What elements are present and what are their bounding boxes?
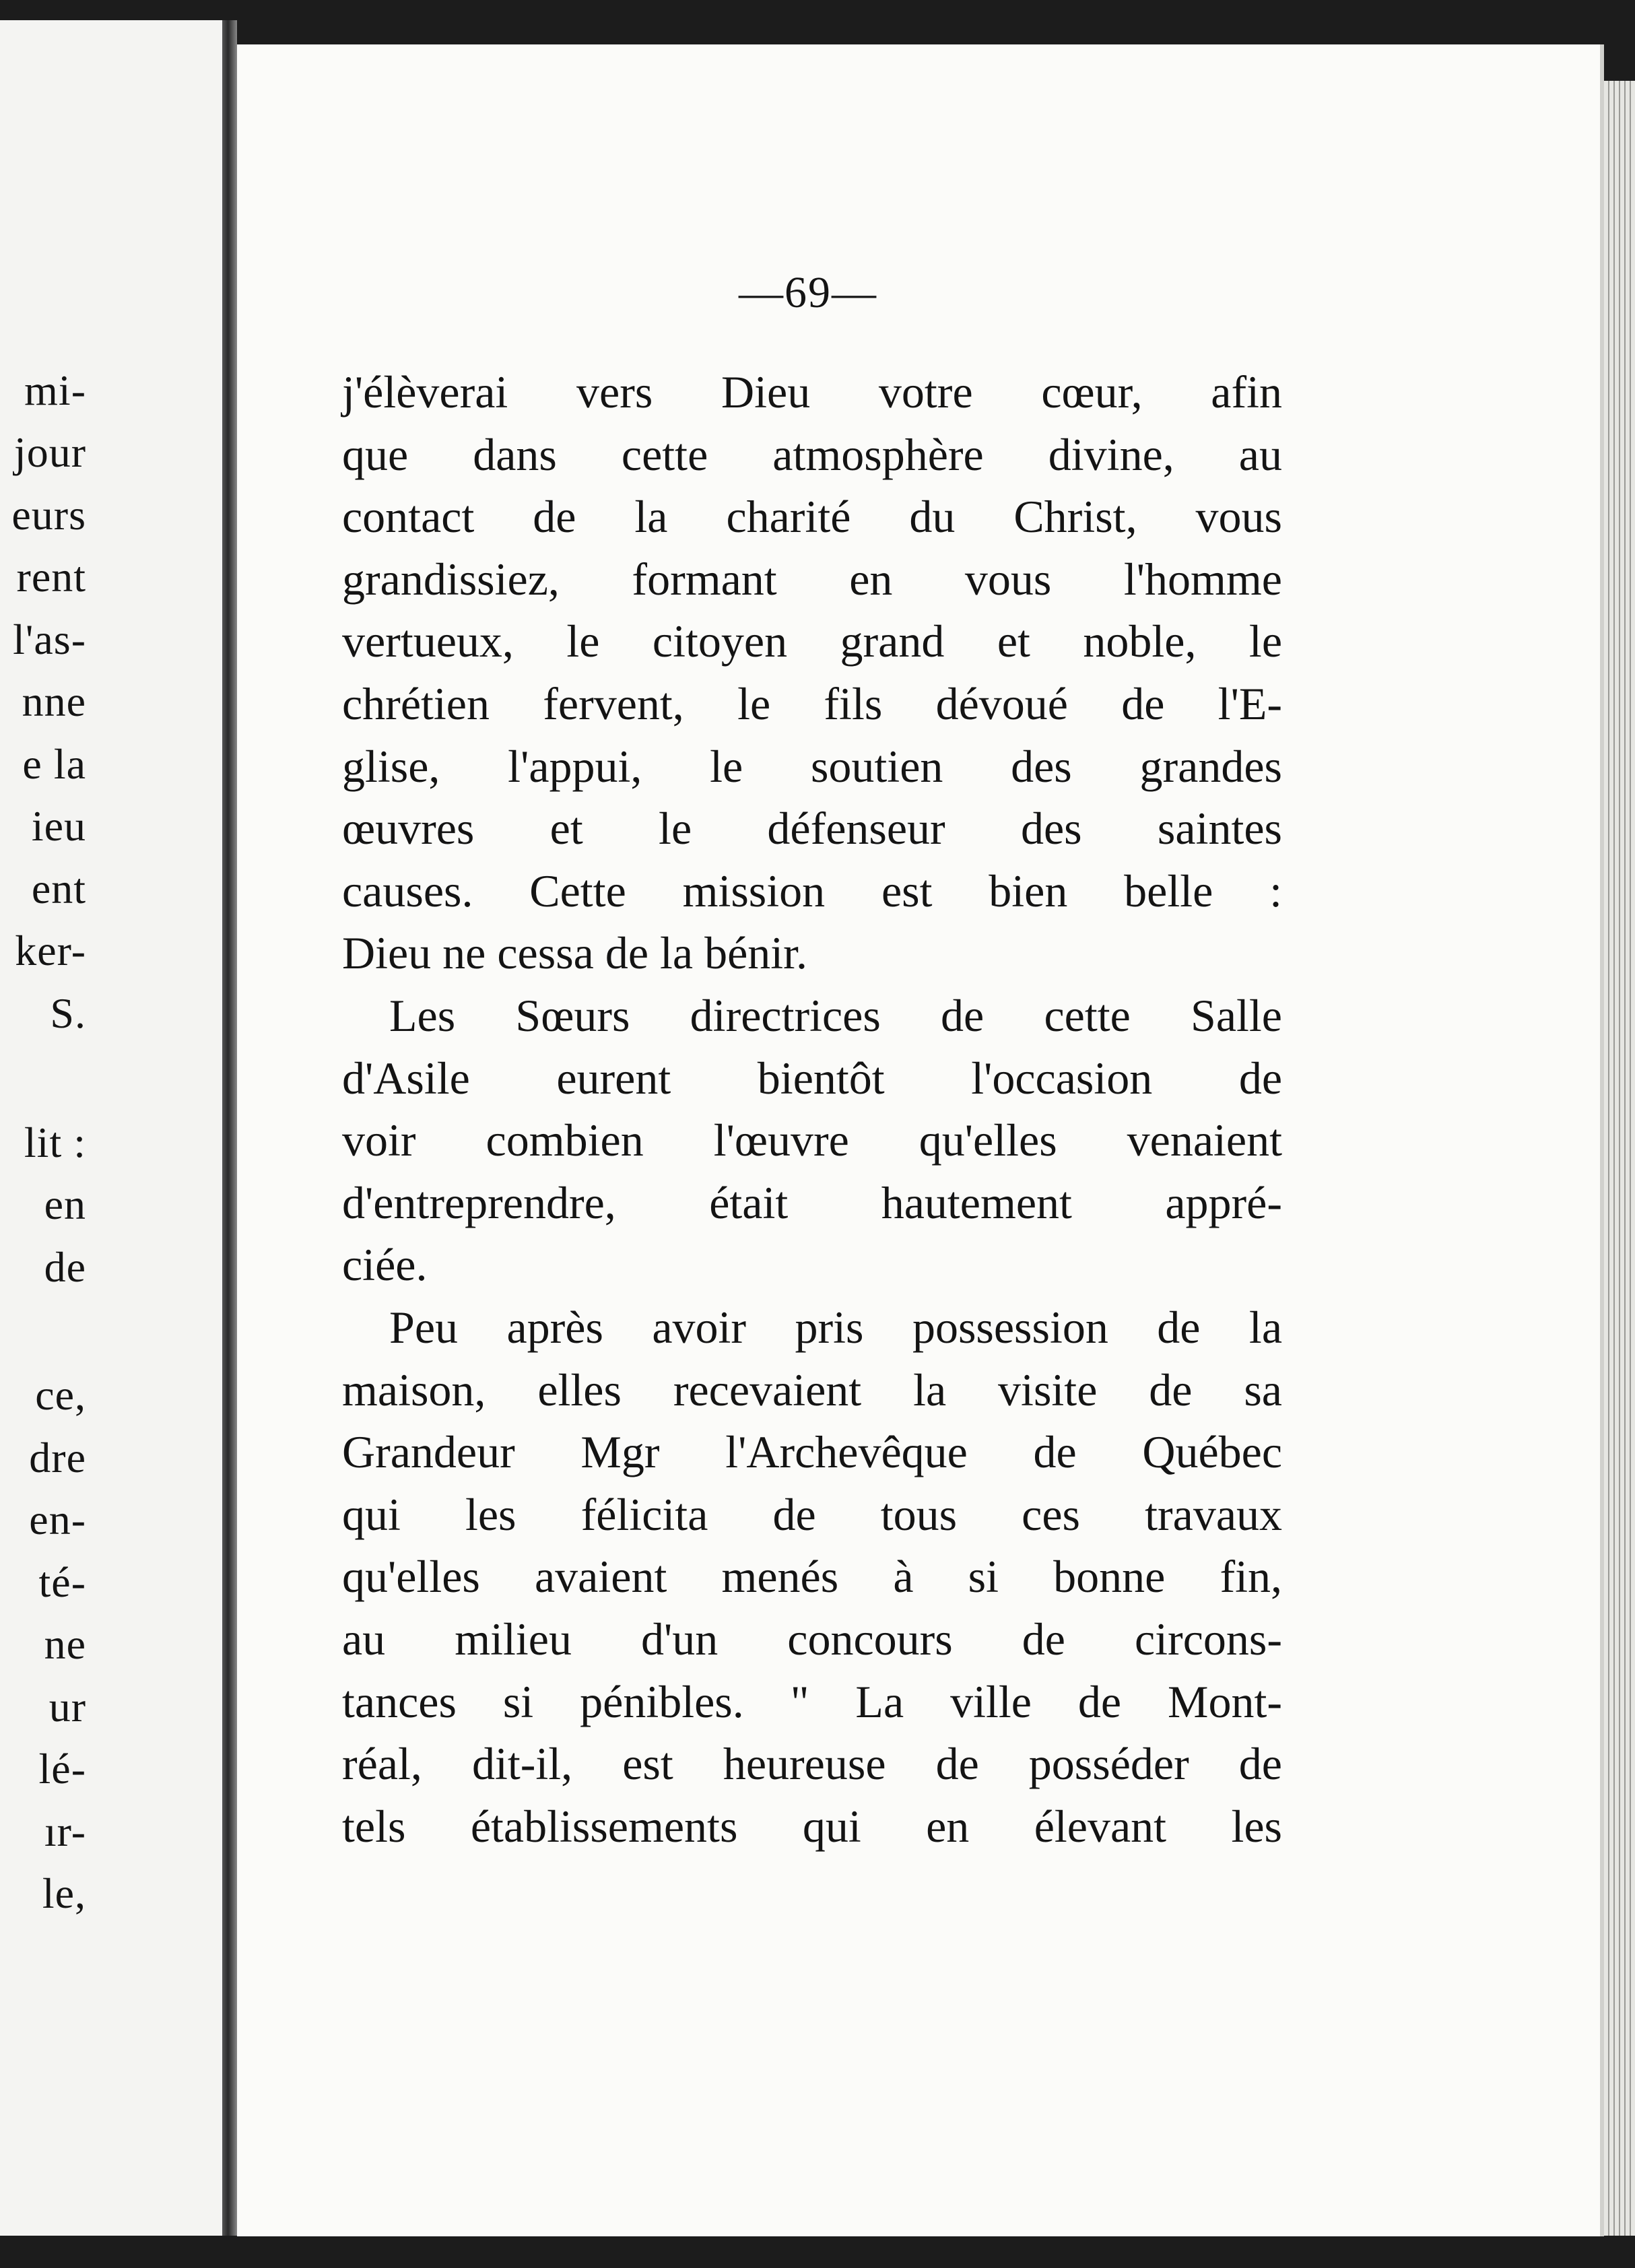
text-line: j'élèverai vers Dieu votre cœur, afin xyxy=(342,366,1282,418)
text-line: qui les félicita de tous ces travaux xyxy=(342,1489,1282,1540)
previous-page-line: ur xyxy=(48,1683,86,1731)
previous-page-line: nne xyxy=(22,677,86,725)
previous-page-line: dre xyxy=(29,1434,86,1481)
text-line: glise, l'appui, le soutien des grandes xyxy=(342,741,1282,792)
text-line: voir combien l'œuvre qu'elles venaient xyxy=(342,1114,1282,1166)
previous-page-line: l'as- xyxy=(13,615,86,663)
previous-page-line: ieu xyxy=(31,802,86,850)
previous-page-line: ne xyxy=(44,1620,86,1668)
paragraph-first-line: Peu après avoir pris possession de la xyxy=(389,1302,1282,1353)
text-line: Dieu ne cessa de la bénir. xyxy=(342,927,808,978)
previous-page-line: jour xyxy=(13,428,86,476)
text-line: ciée. xyxy=(342,1239,428,1290)
paragraph-first-line: Les Sœurs directrices de cette Salle xyxy=(389,990,1282,1041)
previous-page-line: ce, xyxy=(35,1371,86,1419)
previous-page-line: mi- xyxy=(24,366,86,414)
text-line: réal, dit-il, est heureuse de posséder de xyxy=(342,1738,1282,1789)
text-line: au milieu d'un concours de circons- xyxy=(342,1613,1282,1665)
text-line: contact de la charité du Christ, vous xyxy=(342,491,1282,542)
book-gutter xyxy=(222,20,237,2236)
text-line: œuvres et le défenseur des saintes xyxy=(342,803,1282,854)
text-line: qu'elles avaient menés à si bonne fin, xyxy=(342,1551,1282,1602)
page-edges xyxy=(1604,81,1635,2236)
previous-page-line: lit : xyxy=(24,1119,86,1166)
text-line: causes. Cette mission est bien belle : xyxy=(342,865,1282,916)
page-number: —69— xyxy=(739,268,877,317)
text-line: que dans cette atmosphère divine, au xyxy=(342,429,1282,480)
previous-page-line: té- xyxy=(38,1558,86,1606)
text-line: vertueux, le citoyen grand et noble, le xyxy=(342,615,1282,667)
text-line: Grandeur Mgr l'Archevêque de Québec xyxy=(342,1426,1282,1477)
previous-page-line: lé- xyxy=(38,1745,86,1793)
previous-page-line: S. xyxy=(50,989,86,1037)
previous-page-line: de xyxy=(44,1243,86,1291)
previous-page-line: en xyxy=(44,1180,86,1228)
previous-page-line: ent xyxy=(31,865,86,912)
text-line: maison, elles recevaient la visite de sa xyxy=(342,1364,1282,1415)
previous-page-line: ır- xyxy=(44,1807,86,1855)
text-line: tances si pénibles. " La ville de Mont- xyxy=(342,1676,1282,1727)
previous-page-line: en- xyxy=(29,1496,86,1543)
previous-page-line: rent xyxy=(16,553,86,601)
text-line: grandissiez, formant en vous l'homme xyxy=(342,554,1282,605)
previous-page-line: e la xyxy=(22,740,86,788)
previous-page xyxy=(0,20,222,2236)
text-line: d'Asile eurent bientôt l'occasion de xyxy=(342,1053,1282,1104)
text-line: tels établissements qui en élevant les xyxy=(342,1801,1282,1852)
previous-page-line: eurs xyxy=(11,491,86,539)
text-line: chrétien fervent, le fils dévoué de l'E- xyxy=(342,678,1282,729)
text-line: d'entreprendre, était hautement appré- xyxy=(342,1177,1282,1228)
previous-page-line: ker- xyxy=(15,927,86,974)
previous-page-line: le, xyxy=(42,1869,86,1917)
